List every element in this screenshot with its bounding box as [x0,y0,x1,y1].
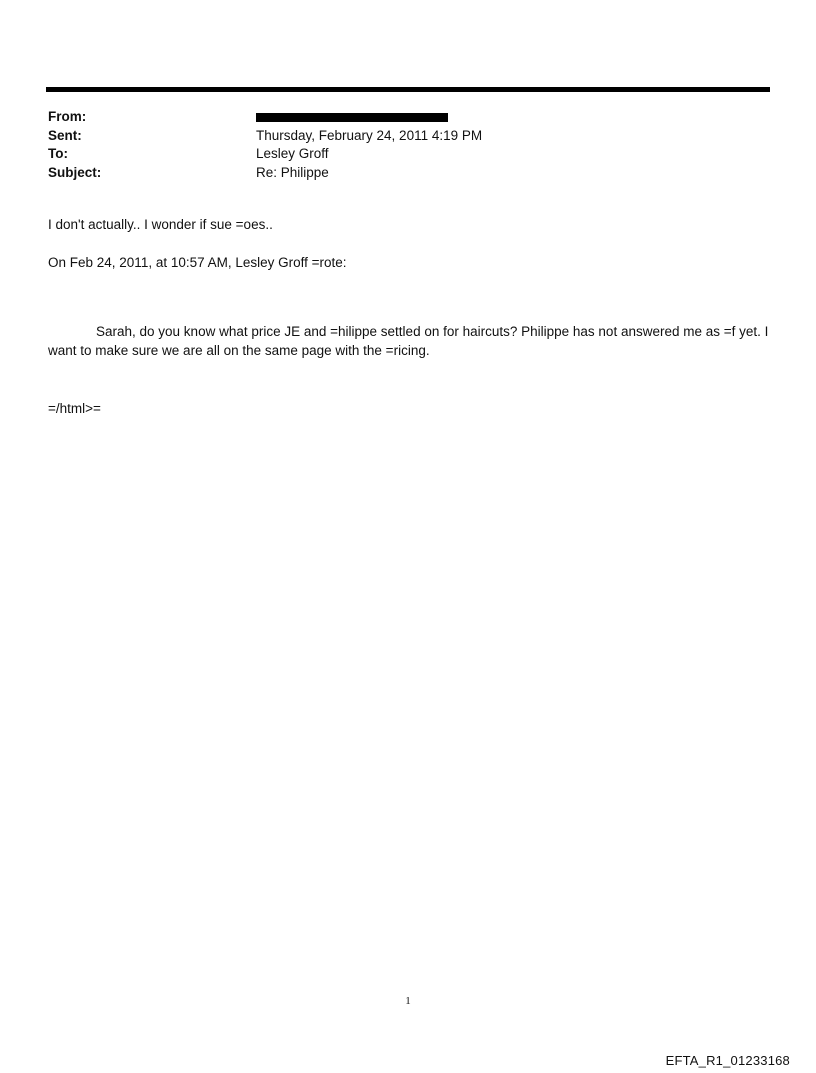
reply-text: I don't actually.. I wonder if sue =oes.. [48,217,273,232]
sent-label: Sent: [48,127,82,143]
from-value-redacted-text [448,108,449,109]
subject-label: Subject: [48,164,102,180]
to-label: To: [48,146,68,161]
header-rule [46,87,770,92]
quoted-message [48,322,776,360]
to-value: Lesley Groff [256,146,329,161]
quote-attribution: On Feb 24, 2011, at 10:57 AM, Lesley Groff =rote: [48,255,347,270]
page-number: 1 [405,995,411,1007]
sent-value: Thursday, February 24, 2011 4:19 PM [256,127,483,143]
html-trailer: =/html>= [48,401,101,416]
header-row-sent [48,127,482,146]
subject-value: Re: Philippe [256,164,329,180]
quoted-message-text: Sarah, do you know what price JE and =hilippe settled on for haircuts? Philippe has not answered me as =f yet. I want to make sure we are all on the same page with the =ricing. [48,324,769,358]
header-row-subject [48,164,482,183]
from-label: From: [48,109,87,124]
bates-number: EFTA_R1_01233168 [665,1053,790,1068]
header-row-to [48,145,482,164]
from-value [256,108,448,127]
redaction-bar [256,113,448,122]
email-header [48,108,482,182]
header-row-from [48,108,482,127]
